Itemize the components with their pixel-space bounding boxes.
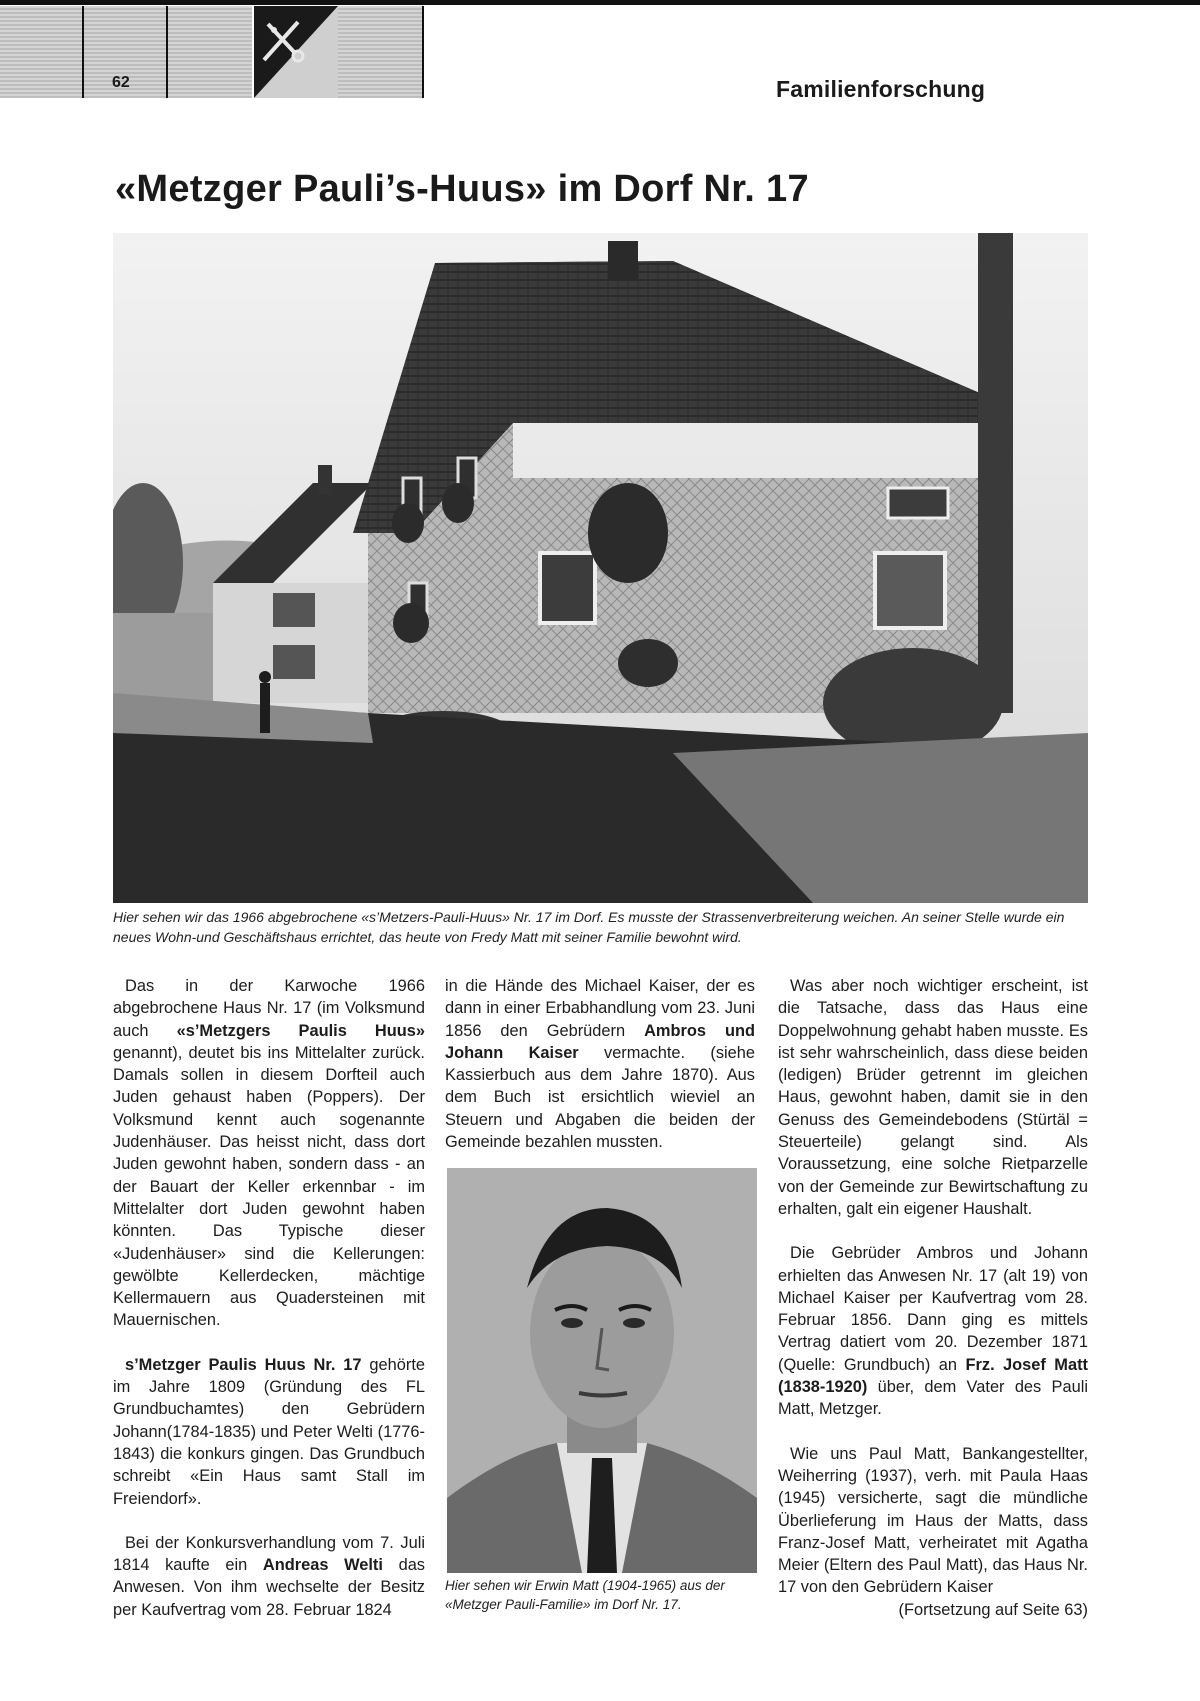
text-run: Die Gebrüder Ambros und Johann erhielten das Anwesen Nr. 17 (alt 19) von Michael Kaiser per Kaufvertrag vom 28. Februar 1856. Dann ging es mittels Vertrag datiert vom 20. Dezember 1871 (Quelle: Grundbuch) an <box>778 1244 1088 1374</box>
text-column-1 <box>113 975 425 1621</box>
paragraph <box>778 1242 1088 1420</box>
paragraph <box>778 1443 1088 1621</box>
bold-text-run: s’Metzger Paulis Huus Nr. 17 <box>125 1355 362 1374</box>
bold-text-run: Andreas Welti <box>262 1556 383 1575</box>
portrait-caption: Hier sehen wir Erwin Matt (1904-1965) aus der «Metzger Pauli-Familie» im Dorf Nr. 17. <box>445 1578 725 1612</box>
text-run: gehörte im Jahre 1809 (Gründung des FL Grundbuchamtes) den Gebrüdern Johann(1784-1835) und Peter Welti (1776-1843) die konkurs gingen. Das Grundbuch schreibt «Ein Haus samt Stall im Freiendorf». <box>113 1355 425 1508</box>
paragraph <box>113 1354 425 1510</box>
header-band <box>0 0 1200 100</box>
text-column-2 <box>445 975 755 1153</box>
header-divider <box>166 6 168 98</box>
text-run: Wie uns Paul Matt, Bankangestellter, Weiherring (1937), verh. mit Paula Haas (1945) versicherte, sagt die mündliche Überlieferung im Haus der Matts, dass Franz-Josef Matt, verheiratet mit Agatha Meier (Eltern des Paul Matt), das Haus Nr. 17 von den Gebrüdern Kaiser <box>778 1444 1088 1597</box>
header-shade-block <box>338 6 422 98</box>
portrait-photo <box>447 1168 757 1573</box>
section-title: Familienforschung <box>776 76 986 102</box>
page-number: 62 <box>112 74 130 91</box>
paragraph: Was aber noch wichtiger erscheint, ist die Tatsache, dass das Haus eine Doppelwohnung gehabt haben musste. Es ist sehr wahrscheinlich, dass diese beiden (ledigen) Brüder getrennt im gleichen Haus, gewohnt haben, damit sie in den Genuss des Gemeindebodens (Stürtäl = Steuerteile) gelangt sind. Als Voraussetzung, eine solche Rietparzelle von der Gemeinde zur Bewirtschaftung zu erhalten, galt ein eigener Haushalt. <box>778 977 1088 1218</box>
header-top-rule <box>0 0 1200 5</box>
text-run: in die Hände des Michael Kaiser, der es dann in einer Erbabhandlung vom 23. Juni 1856 den Gebrüdern <box>445 977 755 1040</box>
continuation-note: (Fortsetzung auf Seite 63) <box>898 1600 1088 1619</box>
header-shade-block <box>0 6 82 98</box>
header-shade-block <box>168 6 252 98</box>
text-run: Das in der Karwoche 1966 abgebrochene Haus Nr. 17 (im Volksmund auch <box>113 977 425 1040</box>
main-photo-house <box>113 233 1088 903</box>
text-run: genannt), deutet bis ins Mittelalter zurück. Damals sollen in diesem Dorfteil auch Juden gehaust haben (Poppers). Der Volksmund kennt auch sogenannte Judenhäuser. Das heisst nicht, dass dort Juden gewohnt haben, sondern dass - an der Bauart der Keller erkennbar - im Mittelalter dort Juden gewohnt haben könnten. Das Typische dieser «Judenhäuser» sind die Kellerungen: gewölbte Kellerdecken, mächtige Kellermauern aus Quadersteinen mit Mauernischen. <box>113 1043 425 1330</box>
main-photo-caption: Hier sehen wir das 1966 abgebrochene «s’Metzers-Pauli-Huus» Nr. 17 im Dorf. Es musste der Strassenverbreiterung weichen. An seiner Stelle wurde ein neues Wohn-und Geschäftshaus errichtet, das heute von Fredy Matt mit seiner Familie bewohnt wird. <box>113 909 1065 945</box>
text-run: über, dem Vater des Pauli Matt, Metzger. <box>778 1378 1088 1419</box>
text-run: das Anwesen. Von ihm wechselte der Besitz per Kaufvertrag vom 28. Februar 1824 <box>113 1556 426 1619</box>
paragraph <box>113 1532 425 1621</box>
bold-text-run: «s’Metzgers Paulis Huus» <box>176 1021 425 1040</box>
text-run: vermachte. (siehe Kassierbuch aus dem Jahre 1870). Aus dem Buch ist ersichtlich wieviel an Steuern und Abgaben die beiden der Gemeinde bezahlen mussten. <box>445 1043 756 1152</box>
paragraph <box>445 975 755 1153</box>
bold-text-run: Ambros und Johann Kaiser <box>445 1021 755 1062</box>
text-run: Bei der Konkursverhandlung vom 7. Juli 1814 kaufte ein <box>113 1533 425 1575</box>
text-column-3 <box>778 975 1088 1621</box>
bold-text-run: Frz. Josef Matt (1838-1920) <box>778 1355 1088 1397</box>
article-title: «Metzger Pauli’s-Huus» im Dorf Nr. 17 <box>115 168 809 210</box>
header-divider <box>422 6 424 98</box>
crossed-tools-icon <box>254 6 338 98</box>
header-divider <box>82 6 84 98</box>
paragraph <box>113 975 425 1332</box>
